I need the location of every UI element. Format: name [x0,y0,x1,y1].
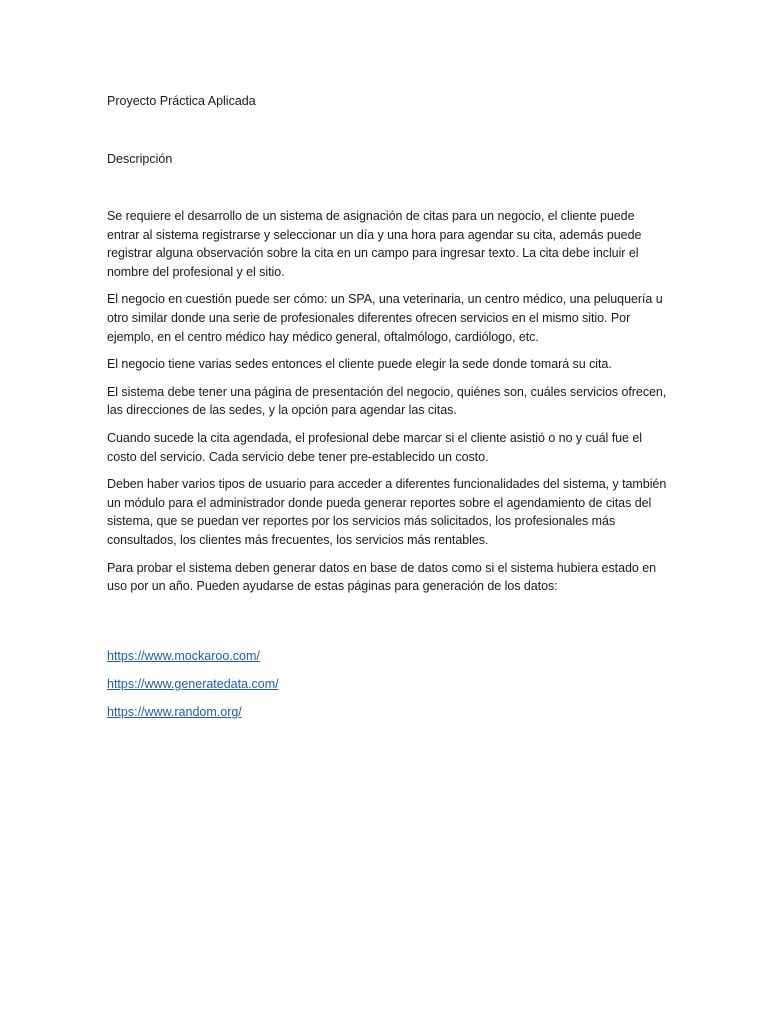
document-body [107,207,667,605]
document-title: Proyecto Práctica Aplicada [107,94,256,108]
paragraph-user-types: Deben haber varios tipos de usuario para acceder a diferentes funcionalidades del sistema, y también un módulo para el administrador donde pueda generar reportes sobre el agendamiento de citas del sistema, que se puedan ver reportes por los servicios más solicitados, los profesionales más consultados, los clientes más frecuentes, los servicios más rentables. [107,477,667,547]
paragraph-requirements: Se requiere el desarrollo de un sistema de asignación de citas para un negocio, el cliente puede entrar al sistema registrarse y seleccionar un día y una hora para agendar su cita, además puede registrar alguna observación sobre la cita en un campo para ingresar texto. La cita debe incluir el nombre del profesional y el sitio. [107,209,642,279]
link-list [107,647,279,731]
paragraph-test-data: Para probar el sistema deben generar datos en base de datos como si el sistema hubiera estado en uso por un año. Pueden ayudarse de estas páginas para generación de los datos: [107,560,657,594]
link-random-org[interactable]: https://www.random.org/ [107,705,242,719]
paragraph-attendance: Cuando sucede la cita agendada, el profesional debe marcar si el cliente asistió o no y cuál fue el costo del servicio. Cada servicio debe tener pre-establecido un costo. [107,430,642,464]
paragraph-presentation-page: El sistema debe tener una página de presentación del negocio, quiénes son, cuáles servicios ofrecen, las direcciones de las sedes, y la opción para agendar las citas. [107,384,667,418]
link-mockaroo[interactable]: https://www.mockaroo.com/ [107,649,260,663]
paragraph-business-type: El negocio en cuestión puede ser cómo: un SPA, una veterinaria, un centro médico, una peluquería u otro similar donde una serie de profesionales diferentes ofrecen servicios en el mismo sitio. Por ejemplo, en el centro médico hay médico general, oftalmólogo, cardiólogo, etc. [107,292,663,344]
link-generatedata[interactable]: https://www.generatedata.com/ [107,677,279,691]
section-heading: Descripción [107,152,173,166]
paragraph-branches: El negocio tiene varias sedes entonces el cliente puede elegir la sede donde tomará su cita. [107,357,612,372]
